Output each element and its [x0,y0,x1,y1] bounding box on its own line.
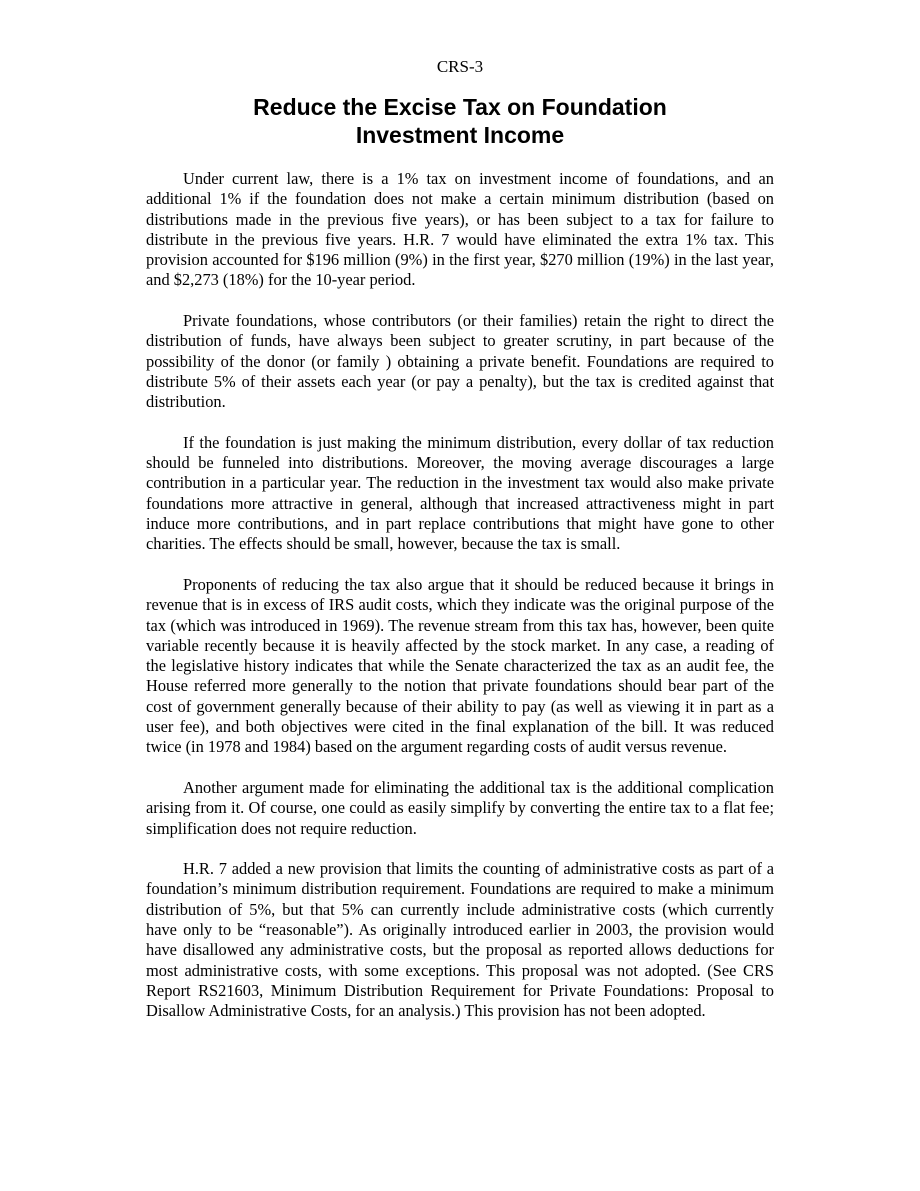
paragraph-private-foundations: Private foundations, whose contributors (or their families) retain the right to direct the distribution of funds, have always been subject to greater scrutiny, in part because of the possibility of the donor (or family ) obtaining a private benefit. Foundations are required to distribute 5% of their assets each year (or pay a penalty), but the tax is credited against that distribution. [146,311,774,412]
paragraph-administrative-costs: H.R. 7 added a new provision that limits the counting of administrative costs as part of a foundation’s minimum distribution requirement. Foundations are required to make a minimum distribution of 5%, but that 5% can currently include administrative costs (which currently have only to be “reasonable”). As originally introduced earlier in 2003, the provision would have disallowed any administrative costs, but the proposal as reported allows deductions for most administrative costs, with some exceptions. This proposal was not adopted. (See CRS Report RS21603, Minimum Distribution Requirement for Private Foundations: Proposal to Disallow Administrative Costs, for an analysis.) This provision has not been adopted. [146,859,774,1021]
paragraph-complication: Another argument made for eliminating the additional tax is the additional complication arising from it. Of course, one could as easily simplify by converting the entire tax to a flat fee; simplification does not require reduction. [146,777,774,838]
paragraph-current-law: Under current law, there is a 1% tax on investment income of foundations, and an additional 1% if the foundation does not make a certain minimum distribution (based on distributions made in the previous five years), or has been subject to a tax for failure to distribute in the previous five years. H.R. 7 would have eliminated the extra 1% tax. This provision accounted for $196 million (9%) in the first year, $270 million (19%) in the last year, and $2,273 (18%) for the 10-year period. [146,169,774,290]
section-title [146,93,774,149]
paragraph-proponents: Proponents of reducing the tax also argue that it should be reduced because it brings in revenue that is in excess of IRS audit costs, which they indicate was the original purpose of the tax (which was introduced in 1969). The revenue stream from this tax has, however, been quite variable recently because it is heavily affected by the stock market. In any case, a reading of the legislative history indicates that while the Senate characterized the tax as an audit fee, the House referred more generally to the notion that private foundations should bear part of the cost of government generally because of their ability to pay (as well as viewing it in part as a user fee), and both objectives were cited in the final explanation of the bill. It was reduced twice (in 1978 and 1984) based on the argument regarding costs of audit versus revenue. [146,574,774,757]
page-number-header: CRS-3 [436,57,484,76]
section-title-line-2: Investment Income [355,122,565,148]
body-text [146,169,774,1021]
section-title-line-1: Reduce the Excise Tax on Foundation [253,94,667,120]
paragraph-minimum-distribution: If the foundation is just making the minimum distribution, every dollar of tax reduction should be funneled into distributions. Moreover, the moving average discourages a large contribution in a particular year. The reduction in the investment tax would also make private foundations more attractive in general, although that increased attractiveness might in part induce more contributions, and in part replace contributions that might have gone to other charities. The effects should be small, however, because the tax is small. [146,432,774,554]
